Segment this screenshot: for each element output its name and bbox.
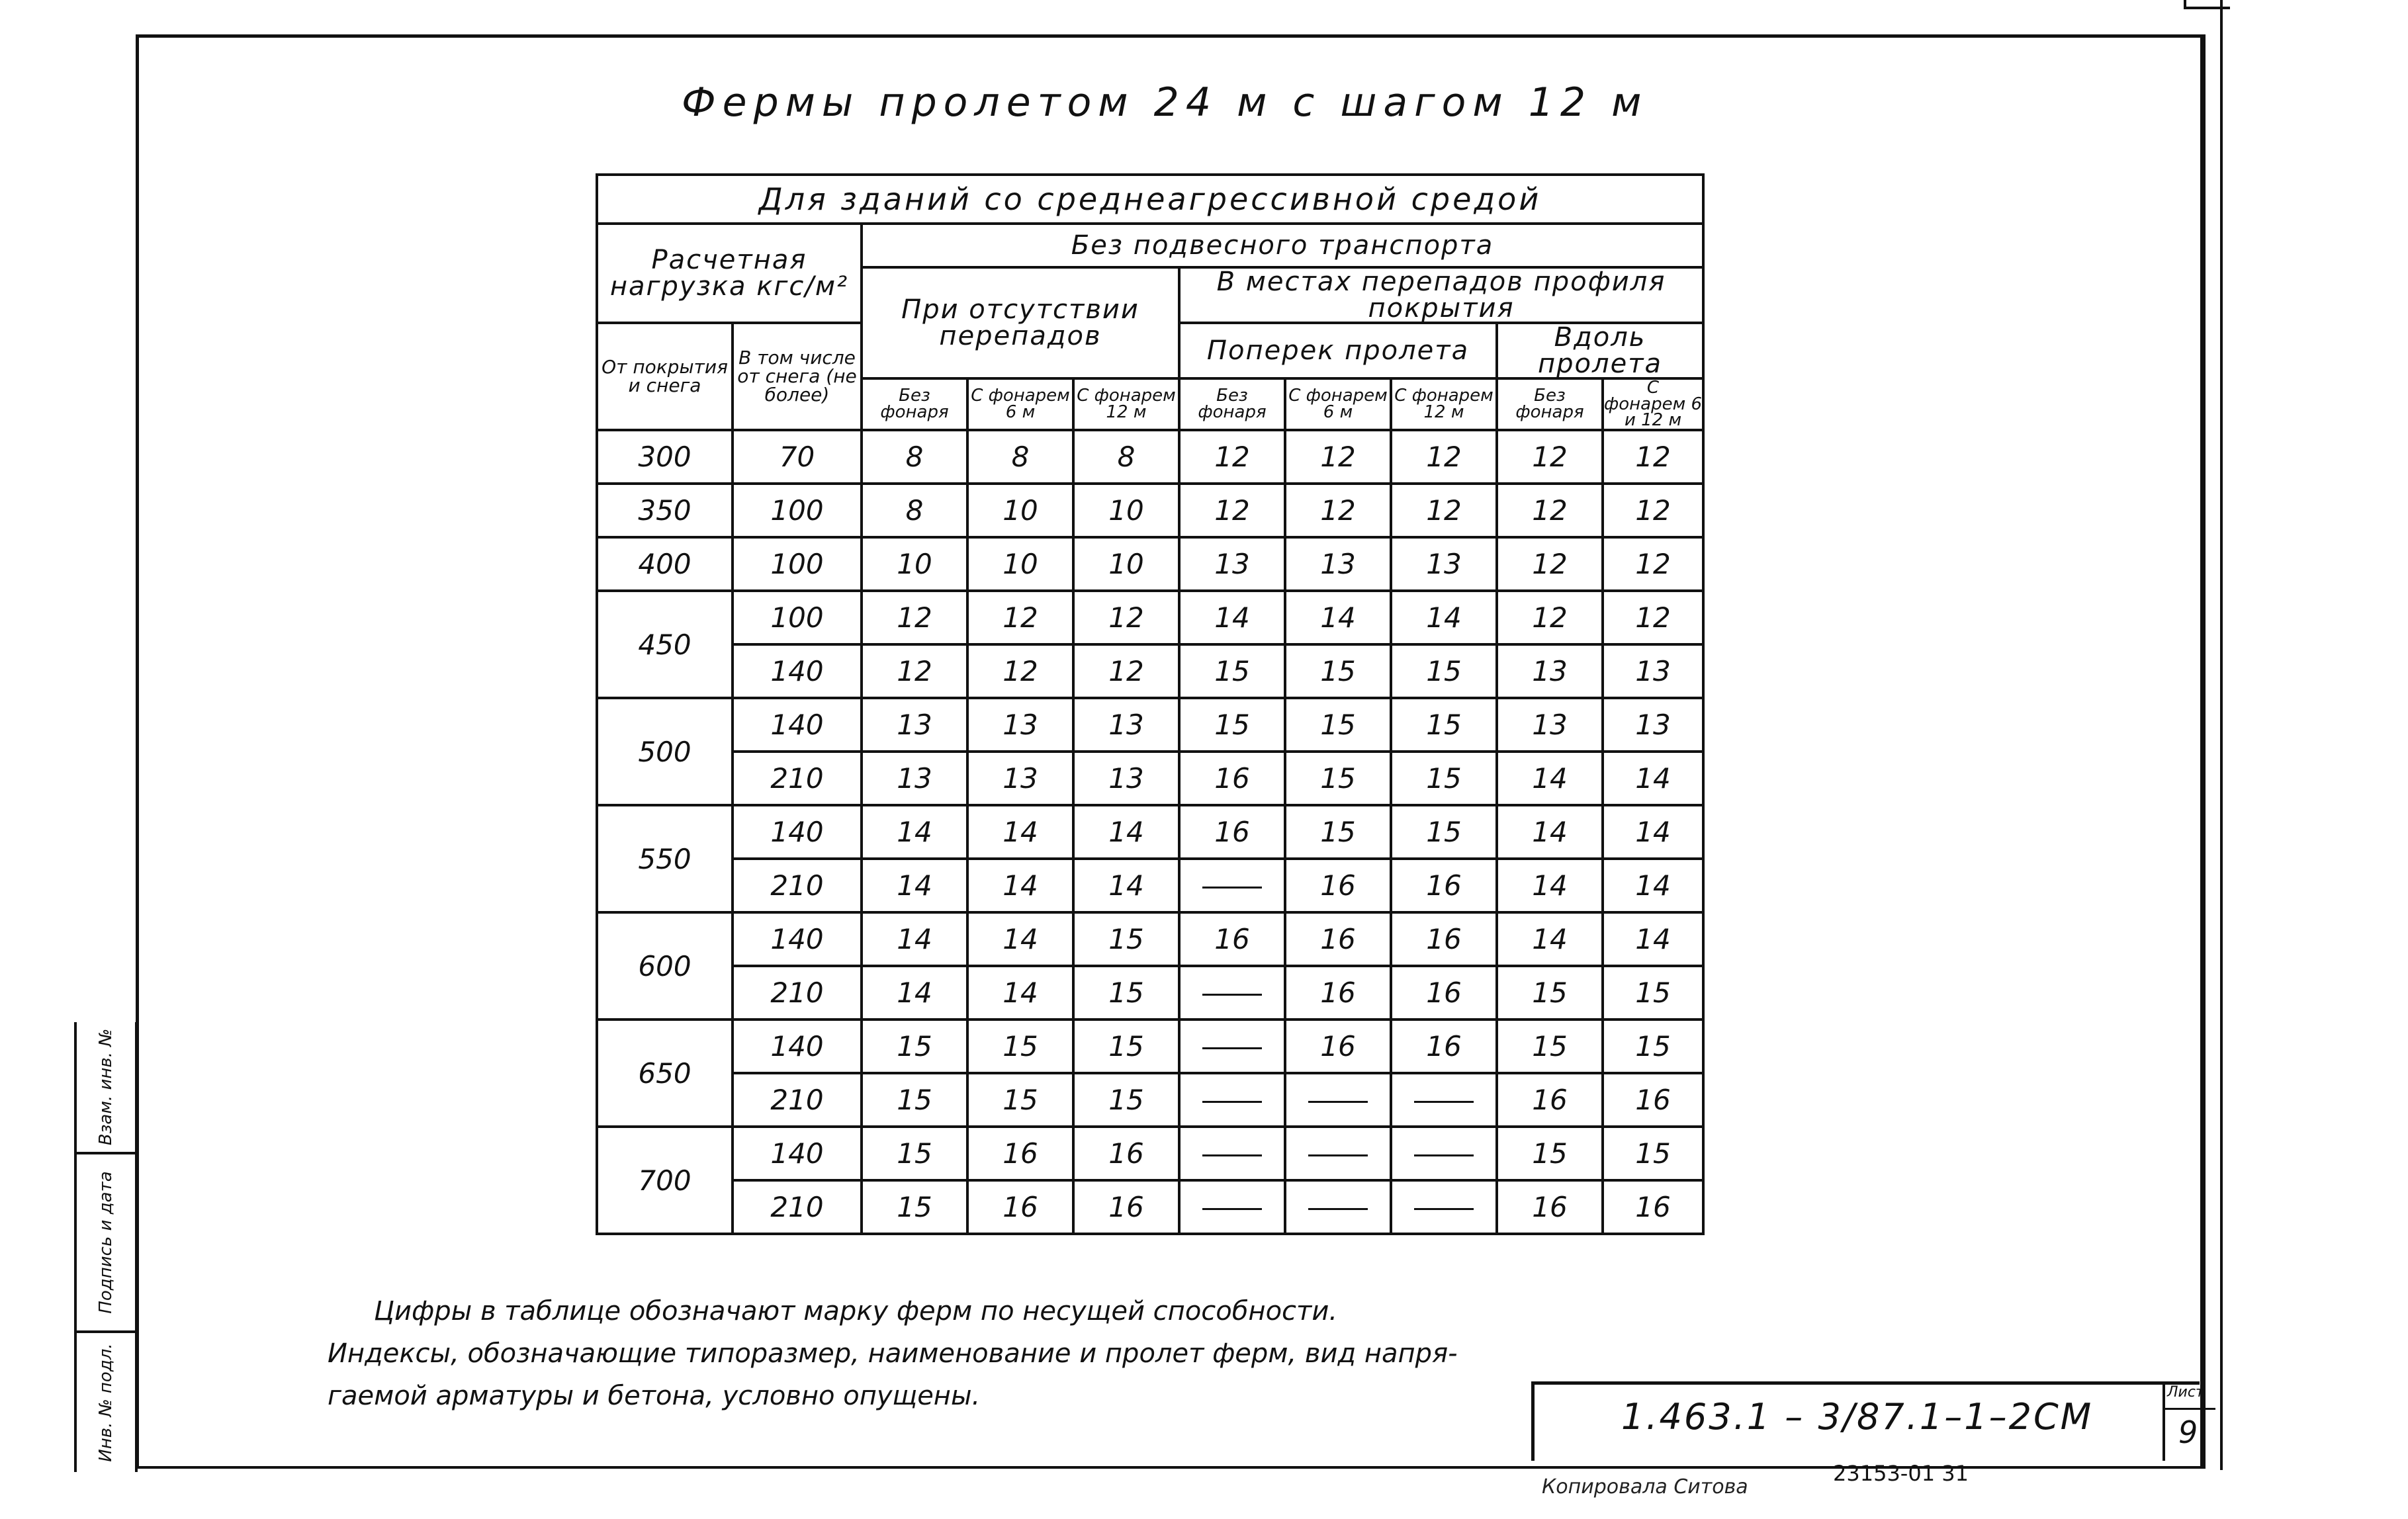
cell-value: 13 (862, 752, 967, 805)
cell-load: 600 (597, 912, 733, 1020)
cell-value: 14 (967, 912, 1073, 966)
cell-value: 12 (1285, 430, 1391, 484)
frame-corner-mark (2184, 0, 2230, 9)
cell-snow: 210 (733, 1180, 862, 1234)
table-row (597, 484, 1703, 537)
frame-edge-line (2220, 0, 2223, 1470)
cell-value (1391, 1073, 1497, 1127)
header-no-drops: При отсутствии перепадов (862, 267, 1179, 378)
cell-value: 13 (1497, 644, 1603, 698)
side-cell-label: Инв. № подл. (96, 1343, 116, 1462)
cell-snow: 140 (733, 805, 862, 859)
cell-value: 12 (862, 644, 967, 698)
cell-value (1391, 1180, 1497, 1234)
cell-load: 400 (597, 537, 733, 591)
cell-value: 12 (1285, 484, 1391, 537)
cell-snow: 210 (733, 752, 862, 805)
cell-value: 14 (1497, 805, 1603, 859)
table-row (597, 537, 1703, 591)
cell-value: 15 (862, 1180, 967, 1234)
cell-value (1179, 859, 1285, 912)
cell-value: 14 (1073, 859, 1179, 912)
dash-mark (1414, 1208, 1474, 1210)
cell-value: 16 (1603, 1073, 1703, 1127)
cell-value: 16 (1285, 966, 1391, 1020)
side-cell (77, 1333, 135, 1472)
sub-header: Без фонаря (1179, 378, 1285, 430)
cell-value (1179, 1073, 1285, 1127)
cell-value: 15 (1497, 1020, 1603, 1073)
footnote (328, 1290, 1458, 1417)
header-load: Расчетная нагрузка кгс/м² (597, 224, 862, 323)
cell-value: 14 (1497, 859, 1603, 912)
cell-value: 15 (1285, 752, 1391, 805)
cell-value: 12 (1497, 430, 1603, 484)
cell-snow: 140 (733, 1020, 862, 1073)
cell-load: 700 (597, 1127, 733, 1234)
table-row (597, 430, 1703, 484)
cell-value: 12 (1073, 644, 1179, 698)
cell-value (1179, 966, 1285, 1020)
cell-value (1179, 1020, 1285, 1073)
cell-value: 10 (967, 537, 1073, 591)
cell-snow: 140 (733, 912, 862, 966)
cell-value: 15 (1497, 966, 1603, 1020)
cell-value: 16 (1391, 1020, 1497, 1073)
page-title: Фермы пролетом 24 м с шагом 12 м (682, 79, 1648, 126)
header-env: Для зданий со среднеагрессивной средой (597, 175, 1703, 224)
table-row (597, 859, 1703, 912)
sheet-divider (2163, 1408, 2215, 1410)
cell-value: 13 (1391, 537, 1497, 591)
cell-value: 8 (967, 430, 1073, 484)
cell-value: 14 (967, 966, 1073, 1020)
cell-value: 16 (1391, 859, 1497, 912)
cell-value: 15 (1073, 1020, 1179, 1073)
sub-header: С фонарем 12 м (1391, 378, 1497, 430)
cell-value: 14 (862, 912, 967, 966)
cell-value: 16 (1179, 912, 1285, 966)
cell-value: 14 (1285, 591, 1391, 644)
table-row (597, 1127, 1703, 1180)
sub-header: С фонарем 12 м (1073, 378, 1179, 430)
dash-mark (1202, 1208, 1262, 1210)
cell-value: 15 (1497, 1127, 1603, 1180)
cell-value: 15 (1391, 644, 1497, 698)
cell-value: 15 (1285, 698, 1391, 752)
header-col-snow: В том числе от снега (не более) (733, 323, 862, 430)
dash-mark (1202, 1101, 1262, 1103)
cell-value (1391, 1127, 1497, 1180)
dash-mark (1202, 1154, 1262, 1156)
cell-value: 15 (1179, 644, 1285, 698)
table-row (597, 1020, 1703, 1073)
cell-snow: 140 (733, 644, 862, 698)
cell-load: 650 (597, 1020, 733, 1127)
cell-value: 13 (967, 698, 1073, 752)
table-row (597, 591, 1703, 644)
cell-value: 12 (862, 591, 967, 644)
side-cell (77, 1022, 135, 1154)
cell-value: 12 (1497, 484, 1603, 537)
cell-value (1285, 1180, 1391, 1234)
cell-value: 12 (1179, 430, 1285, 484)
cell-load: 350 (597, 484, 733, 537)
cell-value: 16 (1497, 1073, 1603, 1127)
cell-load: 500 (597, 698, 733, 805)
table-row (597, 1180, 1703, 1234)
table-row (597, 1073, 1703, 1127)
table-row (597, 966, 1703, 1020)
cell-value: 15 (1391, 805, 1497, 859)
sheet-number: 9 (2178, 1414, 2198, 1450)
load-table (596, 173, 1705, 1235)
cell-value (1179, 1180, 1285, 1234)
cell-value: 12 (1603, 484, 1703, 537)
cell-snow: 100 (733, 484, 862, 537)
cell-load: 450 (597, 591, 733, 698)
dash-mark (1202, 1047, 1262, 1049)
sub-header: Без фонаря (1497, 378, 1603, 430)
cell-value: 13 (1603, 698, 1703, 752)
cell-value: 16 (1073, 1180, 1179, 1234)
cell-value: 12 (1603, 591, 1703, 644)
cell-value: 15 (1603, 1020, 1703, 1073)
cell-value: 10 (967, 484, 1073, 537)
cell-value: 15 (862, 1073, 967, 1127)
cell-value: 15 (1073, 966, 1179, 1020)
cell-value (1285, 1127, 1391, 1180)
cell-value: 14 (967, 805, 1073, 859)
cell-snow: 210 (733, 966, 862, 1020)
cell-value: 13 (1073, 752, 1179, 805)
cell-snow: 140 (733, 1127, 862, 1180)
cell-value: 16 (1179, 752, 1285, 805)
cell-value: 16 (967, 1180, 1073, 1234)
cell-snow: 70 (733, 430, 862, 484)
cell-value: 16 (1073, 1127, 1179, 1180)
cell-value: 14 (1391, 591, 1497, 644)
cell-value: 16 (1391, 966, 1497, 1020)
cell-value: 8 (862, 484, 967, 537)
cell-value: 15 (1073, 1073, 1179, 1127)
cell-load: 300 (597, 430, 733, 484)
document-code: 1.463.1 – 3/87.1–1–2СМ (1621, 1396, 2094, 1438)
header-along: Вдоль пролета (1497, 323, 1703, 378)
cell-value: 12 (1391, 484, 1497, 537)
dash-mark (1414, 1101, 1474, 1103)
cell-value: 16 (967, 1127, 1073, 1180)
table-row (597, 805, 1703, 859)
footnote-line: Индексы, обозначающие типоразмер, наименование и пролет ферм, вид напря- (328, 1338, 1458, 1369)
sub-header: С фонарем 6 м (967, 378, 1073, 430)
cell-value: 14 (862, 805, 967, 859)
cell-snow: 140 (733, 698, 862, 752)
footnote-line: гаемой арматуры и бетона, условно опущены. (328, 1381, 981, 1411)
cell-value: 14 (967, 859, 1073, 912)
cell-value: 15 (1391, 752, 1497, 805)
cell-value: 16 (1285, 859, 1391, 912)
side-cell-label: Подпись и дата (96, 1171, 116, 1314)
cell-value: 14 (862, 859, 967, 912)
cell-value: 12 (967, 644, 1073, 698)
cell-value: 13 (1603, 644, 1703, 698)
cell-value: 12 (1497, 591, 1603, 644)
cell-value: 15 (862, 1127, 967, 1180)
cell-value (1179, 1127, 1285, 1180)
cell-value: 14 (1073, 805, 1179, 859)
sub-header: С фонарем 6 м (1285, 378, 1391, 430)
cell-value: 14 (1603, 912, 1703, 966)
cell-value: 13 (1285, 537, 1391, 591)
cell-value: 14 (1179, 591, 1285, 644)
cell-value: 14 (862, 966, 967, 1020)
cell-value: 10 (1073, 537, 1179, 591)
table-body (597, 430, 1703, 1234)
cell-value: 12 (1603, 430, 1703, 484)
table-row (597, 912, 1703, 966)
cell-value: 12 (1391, 430, 1497, 484)
dash-mark (1202, 994, 1262, 996)
cell-value: 15 (1073, 912, 1179, 966)
cell-value: 12 (967, 591, 1073, 644)
cell-value: 15 (967, 1020, 1073, 1073)
cell-value: 12 (1603, 537, 1703, 591)
sub-header: Без фонаря (862, 378, 967, 430)
header-no-transport: Без подвесного транспорта (862, 224, 1703, 267)
cell-value: 14 (1603, 752, 1703, 805)
cell-value: 14 (1603, 859, 1703, 912)
cell-snow: 210 (733, 859, 862, 912)
cell-value: 16 (1179, 805, 1285, 859)
cell-value: 16 (1285, 1020, 1391, 1073)
cell-value: 14 (1497, 912, 1603, 966)
cell-value: 15 (1391, 698, 1497, 752)
cell-value: 14 (1603, 805, 1703, 859)
sheet-label: Лист (2167, 1384, 2204, 1401)
cell-value: 10 (862, 537, 967, 591)
cell-value: 15 (1603, 966, 1703, 1020)
side-cell (77, 1154, 135, 1333)
cell-value: 15 (1285, 644, 1391, 698)
header-col-total: От покрытия и снега (597, 323, 733, 430)
copied-by: Копировала Ситова (1542, 1475, 1748, 1498)
dash-mark (1414, 1154, 1474, 1156)
cell-value: 15 (1179, 698, 1285, 752)
cell-value: 14 (1497, 752, 1603, 805)
cell-load: 550 (597, 805, 733, 912)
dash-mark (1202, 887, 1262, 889)
cell-value: 12 (1497, 537, 1603, 591)
dash-mark (1308, 1208, 1368, 1210)
header-across: Поперек пролета (1179, 323, 1497, 378)
archive-code: 23153-01 31 (1833, 1461, 1969, 1486)
header-drops: В местах перепадов профиля покрытия (1179, 267, 1703, 323)
cell-value: 13 (1497, 698, 1603, 752)
cell-value (1285, 1073, 1391, 1127)
sub-header: С фонарем 6 и 12 м (1603, 378, 1703, 430)
table-row (597, 698, 1703, 752)
cell-value: 13 (862, 698, 967, 752)
table-row (597, 752, 1703, 805)
side-stamp-strip (74, 1022, 138, 1472)
cell-value: 16 (1497, 1180, 1603, 1234)
cell-value: 10 (1073, 484, 1179, 537)
cell-value: 16 (1391, 912, 1497, 966)
cell-value: 15 (862, 1020, 967, 1073)
footnote-line: Цифры в таблице обозначают марку ферм по несущей способности. (374, 1296, 1338, 1326)
cell-value: 15 (1603, 1127, 1703, 1180)
cell-value: 15 (1285, 805, 1391, 859)
cell-value: 13 (967, 752, 1073, 805)
cell-value: 12 (1179, 484, 1285, 537)
dash-mark (1308, 1154, 1368, 1156)
cell-value: 12 (1073, 591, 1179, 644)
dash-mark (1308, 1101, 1368, 1103)
cell-snow: 210 (733, 1073, 862, 1127)
cell-value: 13 (1179, 537, 1285, 591)
cell-snow: 100 (733, 591, 862, 644)
cell-value: 15 (967, 1073, 1073, 1127)
cell-value: 8 (1073, 430, 1179, 484)
cell-value: 16 (1603, 1180, 1703, 1234)
side-cell-label: Взам. инв. № (96, 1028, 116, 1146)
cell-value: 16 (1285, 912, 1391, 966)
cell-value: 13 (1073, 698, 1179, 752)
table-row (597, 644, 1703, 698)
cell-value: 8 (862, 430, 967, 484)
cell-snow: 100 (733, 537, 862, 591)
